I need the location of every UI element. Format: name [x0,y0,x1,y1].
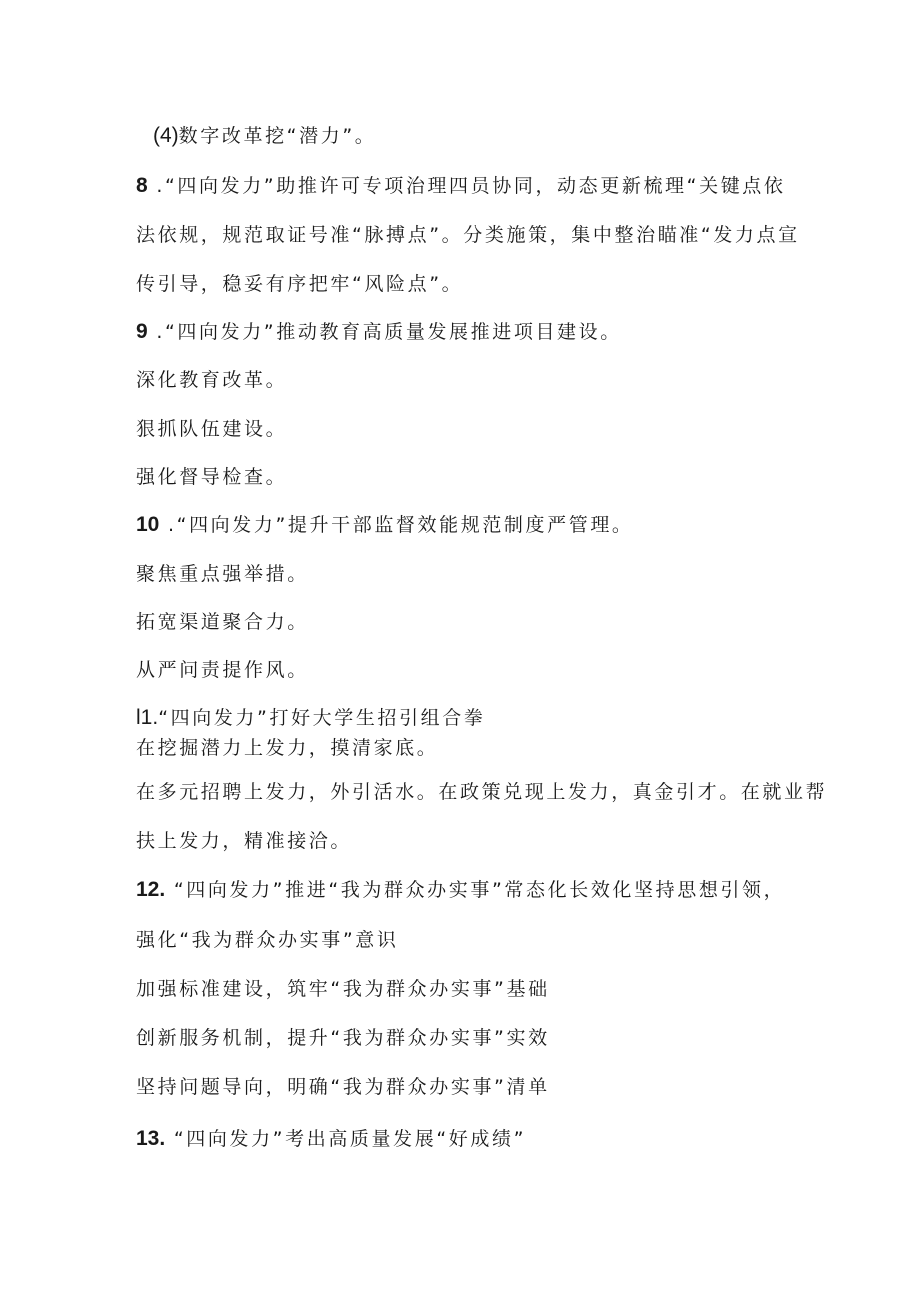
line-text: 强化督导检查。 [136,466,288,488]
item-8-line [136,174,786,198]
item-number: 9 [136,320,148,343]
paragraph-line [136,658,309,682]
line-text: 扶上发力，精准接洽。 [136,830,353,852]
paragraph-line [136,977,550,1001]
paragraph-line [136,1026,550,1050]
line-text: 在挖掘潜力上发力，摸清家底。 [136,737,439,759]
line-text: 加强标准建设，筑牢“我为群众办实事”基础 [136,978,550,1000]
paragraph-line [136,928,399,952]
item-9-line [136,320,622,344]
line-text: .“四向发力”助推许可专项治理四员协同，动态更新梳理“关键点依 [147,175,786,197]
item-number: 13. [136,1127,166,1150]
line-text: “四向发力”打好大学生招引组合拳 [158,707,486,729]
item-10-line [136,513,634,537]
line-text: 创新服务机制，提升“我为群众办实事”实效 [136,1027,550,1049]
item-number: l1. [136,706,159,729]
line-text: “四向发力”考出高质量发展“好成绩” [165,1128,527,1150]
line-text: .“四向发力”推动教育高质量发展推进项目建设。 [147,321,622,343]
line-text: 传引导，稳妥有序把牢“风险点”。 [136,273,464,295]
line-text: .“四向发力”提升干部监督效能规范制度严管理。 [159,514,634,536]
line-text: 深化教育改革。 [136,369,288,391]
paragraph-line [136,1075,550,1099]
item-number: (4) [153,124,179,147]
paragraph-line [136,272,463,296]
item-number: 12. [136,878,166,901]
line-text: 数字改革挖“潜力”。 [178,125,377,147]
line-text: 强化“我为群众办实事”意识 [136,929,399,951]
paragraph-line [136,465,287,489]
line-text: 拓宽渠道聚合力。 [136,611,309,633]
paragraph-line [136,829,352,853]
item-4-line [153,124,376,148]
line-text: “四向发力”推进“我为群众办实事”常态化长效化坚持思想引领， [165,879,786,901]
paragraph-line [136,562,309,586]
line-text: 在多元招聘上发力，外引活水。在政策兑现上发力，真金引才。在就业帮 [136,781,828,803]
item-12-line [136,878,785,902]
paragraph-line [136,223,800,247]
item-13-line [136,1127,526,1151]
paragraph-line [136,610,309,634]
item-11-line [136,706,485,730]
paragraph-line [136,417,287,441]
paragraph-line [136,368,287,392]
line-text: 坚持问题导向，明确“我为群众办实事”清单 [136,1076,550,1098]
line-text: 法依规，规范取证号准“脉搏点”。分类施策，集中整治瞄准“发力点宣 [136,224,800,246]
line-text: 从严问责提作风。 [136,659,309,681]
item-number: 8 [136,174,148,197]
line-text: 聚焦重点强举措。 [136,563,309,585]
line-text: 狠抓队伍建设。 [136,418,288,440]
item-number: 10 [136,513,160,536]
paragraph-line [136,780,827,804]
paragraph-line [136,736,438,760]
